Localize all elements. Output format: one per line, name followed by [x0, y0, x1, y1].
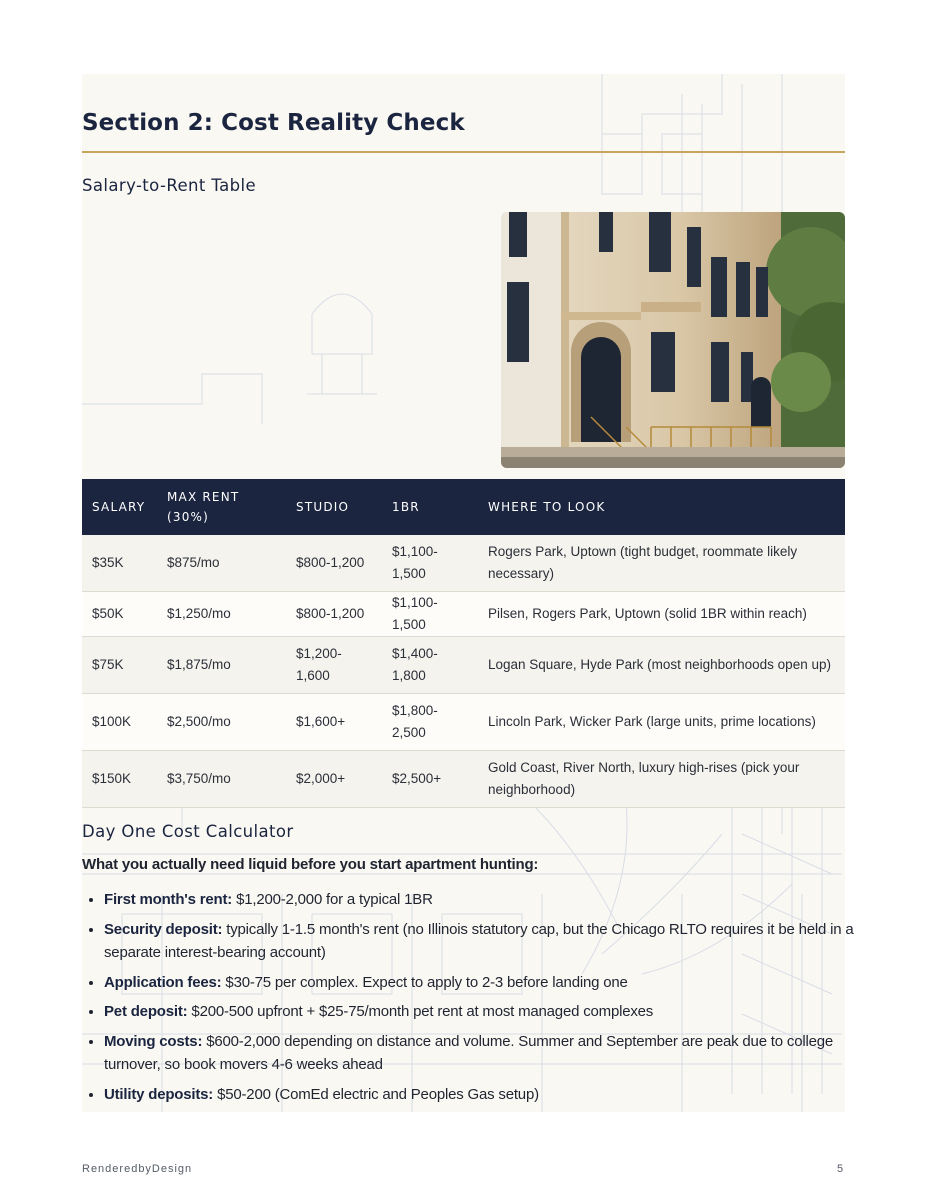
section-title: Section 2: Cost Reality Check	[82, 110, 465, 136]
cell-studio: $1,600+	[286, 694, 382, 751]
cell-max-rent: $1,875/mo	[157, 637, 286, 694]
cost-list	[82, 888, 867, 1112]
header-1br: 1BR	[382, 479, 478, 535]
cell-salary: $150K	[82, 751, 157, 808]
item-label: Security deposit:	[104, 920, 223, 938]
salary-to-rent-table	[82, 479, 845, 808]
list-item	[104, 888, 867, 912]
cell-max-rent: $1,250/mo	[157, 592, 286, 637]
page-number: 5	[837, 1163, 844, 1175]
table-row	[82, 637, 845, 694]
cell-salary: $35K	[82, 535, 157, 592]
header-salary: SALARY	[82, 479, 157, 535]
list-item	[104, 971, 867, 995]
item-label: Pet deposit:	[104, 1003, 188, 1020]
item-text: $600-2,000 depending on distance and volume. Summer and September are peak due to college turnover, so book movers 4-6 weeks ahead	[104, 1032, 834, 1073]
cell-max-rent: $3,750/mo	[157, 751, 286, 808]
cell-studio: $1,200-1,600	[286, 637, 382, 694]
list-item	[104, 1083, 867, 1107]
table-subheading: Salary-to-Rent Table	[82, 176, 257, 195]
header-where-to-look: WHERE TO LOOK	[478, 479, 845, 535]
cell-where-to-look: Pilsen, Rogers Park, Uptown (solid 1BR within reach)	[478, 592, 845, 637]
cell-1br: $1,800-2,500	[382, 694, 478, 751]
item-label: Application fees:	[104, 973, 222, 991]
table-row	[82, 751, 845, 808]
cell-studio: $800-1,200	[286, 535, 382, 592]
brownstone-photo	[501, 212, 845, 468]
cell-1br: $1,100-1,500	[382, 535, 478, 592]
item-text: $200-500 upfront + $25-75/month pet rent at most managed complexes	[191, 1003, 654, 1020]
table-row	[82, 694, 845, 751]
list-item	[104, 1030, 867, 1077]
table-row	[82, 592, 845, 637]
cell-where-to-look: Gold Coast, River North, luxury high-rises (pick your neighborhood)	[478, 751, 845, 808]
table-row	[82, 535, 845, 592]
calculator-subheading: Day One Cost Calculator	[82, 822, 294, 841]
cell-where-to-look: Rogers Park, Uptown (tight budget, roommate likely necessary)	[478, 535, 845, 592]
title-divider	[82, 151, 845, 153]
item-label: First month's rent:	[104, 891, 233, 908]
cell-studio: $2,000+	[286, 751, 382, 808]
table-header-row	[82, 479, 845, 535]
cell-salary: $50K	[82, 592, 157, 637]
cell-where-to-look: Lincoln Park, Wicker Park (large units, prime locations)	[478, 694, 845, 751]
item-text: typically 1-1.5 month's rent (no Illinois statutory cap, but the Chicago RLTO requires it be held in a separate interest-bearing account)	[104, 920, 854, 961]
cell-max-rent: $2,500/mo	[157, 694, 286, 751]
cell-studio: $800-1,200	[286, 592, 382, 637]
cell-salary: $75K	[82, 637, 157, 694]
item-label: Utility deposits:	[104, 1085, 214, 1103]
item-text: $30-75 per complex. Expect to apply to 2-3 before landing one	[225, 973, 628, 991]
list-item	[104, 1000, 867, 1024]
cell-salary: $100K	[82, 694, 157, 751]
list-item	[104, 918, 867, 965]
footer-brand: RenderedbyDesign	[82, 1163, 193, 1175]
header-studio: STUDIO	[286, 479, 382, 535]
item-label: Moving costs:	[104, 1032, 203, 1050]
cell-1br: $1,400-1,800	[382, 637, 478, 694]
item-text: $50-200 (ComEd electric and Peoples Gas setup)	[217, 1085, 539, 1103]
cell-1br: $1,100-1,500	[382, 592, 478, 637]
cell-1br: $2,500+	[382, 751, 478, 808]
item-text: $1,200-2,000 for a typical 1BR	[236, 891, 433, 908]
calculator-intro: What you actually need liquid before you start apartment hunting:	[82, 856, 539, 873]
cell-where-to-look: Logan Square, Hyde Park (most neighborhoods open up)	[478, 637, 845, 694]
header-max-rent: MAX RENT (30%)	[157, 479, 286, 535]
cell-max-rent: $875/mo	[157, 535, 286, 592]
